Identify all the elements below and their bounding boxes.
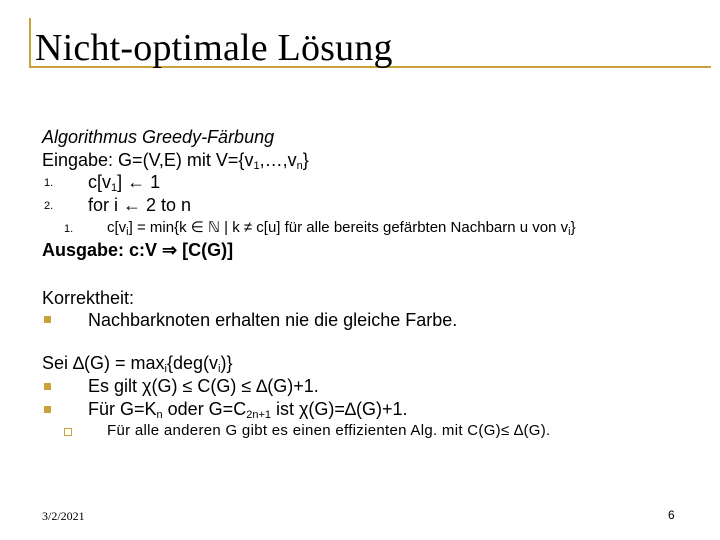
step-2-text: for i ← 2 to n <box>88 195 192 215</box>
substep-1-text: $c[v_i] = \min\{k$ ∈ ℕ | k ≠ c[u] für alle bereits gefärbten Nachbarn u von $v_i$} <box>107 219 576 238</box>
delta-bullet-2: Für $G=K_n$ oder $G=C_{2n+1}$ ist χ(G)=∆(G)+1. <box>88 399 408 421</box>
page-number: 6 <box>668 508 675 522</box>
delta-subbullet: Für alle anderen G gibt es einen effizienten Alg. mit C(G)≤ ∆(G). <box>107 422 551 439</box>
square-bullet-icon <box>44 383 51 390</box>
square-bullet-icon <box>44 316 51 323</box>
algorithm-input: Eingabe: G=(V,E) mit $V=\{v_1,\dots,v_n\}$ <box>42 150 309 172</box>
delta-definition: Sei $\Delta(G) = \max_i\{deg(v_i)\}$ <box>42 353 233 375</box>
substep-1-number: 1. <box>64 223 74 235</box>
slide-title: Nicht-optimale Lösung <box>35 27 393 69</box>
step-2-number: 2. <box>44 200 54 212</box>
footer-date: 3/2/2021 <box>42 509 85 523</box>
title-accent-vertical-line <box>29 18 31 68</box>
algorithm-name: Algorithmus Greedy-Färbung <box>42 127 275 147</box>
step-1-number: 1. <box>44 177 54 189</box>
square-bullet-icon <box>44 406 51 413</box>
delta-bullet-1: Es gilt χ(G) ≤ C(G) ≤ ∆(G)+1. <box>88 376 319 396</box>
correctness-bullet-1: Nachbarknoten erhalten nie die gleiche Farbe. <box>88 310 458 330</box>
hollow-square-bullet-icon <box>64 428 72 436</box>
step-1-text: $c[v_1]$ ← 1 <box>88 172 161 194</box>
algorithm-output: Ausgabe: c:V ⇒ [C(G)] <box>42 240 234 260</box>
correctness-heading: Korrektheit: <box>42 288 135 308</box>
